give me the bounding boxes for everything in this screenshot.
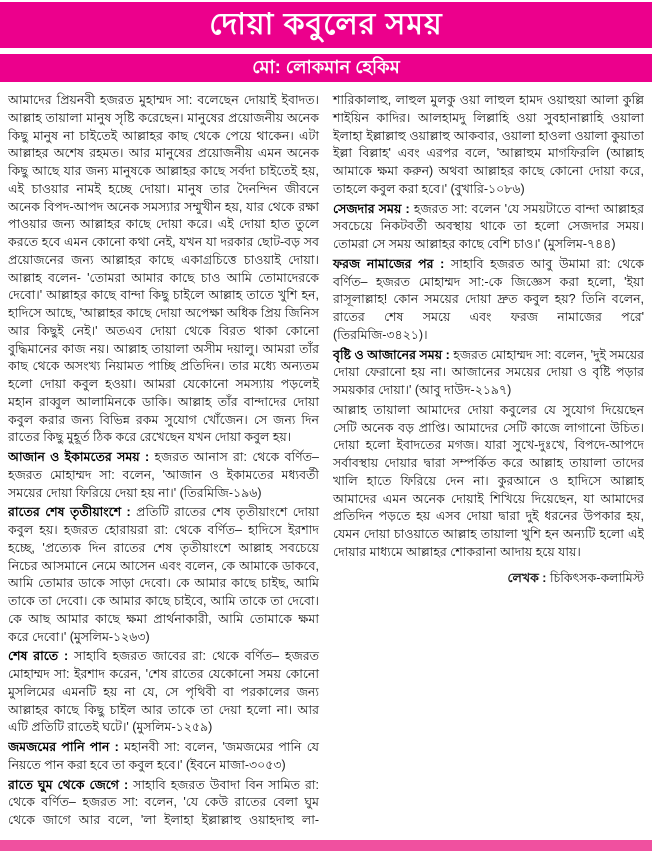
section-body: সাহাবি হজরত উবাদা বিন সামিত রা: থেকে বর্ণিত– হজরত সা: বলেন, 'যে কেউ রাতের বেলা ঘুম থেকে জাগে আর বলে, 'লা ইলাহা ইল্লাল্লাহু ওয়াহদাহু লা-শারিকালাহু, লাহুল মুলকু ওয়া লাহুল হামদ ওয়াহুয়া আলা কুল্লি শাইয়িন কাদির। আলহামদু লিল্লাহি ওয়া সুবহানাল্লাহি ওয়ালা ইলাহা ইল্লাল্লাহু ওয়াল্লাহু আকবার, ওয়ালা হাওলা ওয়ালা কুয়াতা ইল্লা বিল্লাহ' এবং এরপর বলে, 'আল্লাহুম মাগফিরলি (আল্লাহ আমাকে ক্ষমা করুন) অথবা আল্লাহর কাছে কোনো দোয়া করে, তাহলে কবুল করা হবে।' (বুখারি-১০৮৬) <box>8 93 644 827</box>
byline-value: চিকিৎসক-কলামিস্ট <box>549 570 644 585</box>
section-heading: শেষ রাতে : <box>8 649 69 664</box>
intro-text: আমাদের প্রিয়নবী হজরত মুহাম্মদ সা: বলেছেন দোয়াই ইবাদত। আল্লাহ তায়ালা মানুষ সৃষ্টি করেছেন। মানুষের প্রয়োজনীয় অনেক কিছু মানুষ না চাইতেই আল্লাহর কাছ থেকে পেয়ে থাকেন। এটা আল্লাহর অশেষ রহমত। আর মানুষের প্রয়োজনীয় এমন অনেক কিছু আছে যার জন্য মানুষকে আল্লাহর কাছে সর্বদা চাইতেই হয়, এই চাওয়ার নামই হচ্ছে দোয়া। মানুষ তার দৈনন্দিন জীবনে অনেক বিপদ-আপদ অনেক সমস্যার সম্মুখীন হয়, যার থেকে রক্ষা পাওয়ার জন্য আল্লাহর কাছে দোয়া করে। এই দোয়া হাত তুলে করতে হবে এমন কোনো কথা নেই, যখন যা দরকার ছোট-বড় সব প্রয়োজনের জন্য আল্লাহর কাছে একাগ্রচিত্তে চাওয়াই দোয়া। আল্লাহ বলেন- 'তোমরা আমার কাছে চাও আমি তোমাদেরকে দেবো।' আল্লাহর কাছে বান্দা কিছু চাইলে আল্লাহ তাতে খুশি হন, হাদিসে আছে, 'আল্লাহর কাছে দোয়া অপেক্ষা অধিক প্রিয় জিনিস আর কিছুই নেই।' অতএব দোয়া থেকে বিরত থাকা কোনো বুদ্ধিমানের কাজ নয়। আল্লাহ তায়ালা অসীম দয়ালু। আমরা তাঁর কাছ থেকে অসংখ্য নিয়ামত পাচ্ছি প্রতিদিন। তার মধ্যে অন্যতম হলো দোয়া কবুল হওয়া। আমরা যেকোনো সমস্যায় পড়লেই মহান রাব্বুল আলামিনকে ডাকি। আল্লাহ তাঁর বান্দাদের দোয়া কবুল করার জন্য বিভিন্ন রকম সুযোগ খোঁজেন। সে জন্য দিন রাতের কিছু মুহূর্ত ঠিক করে রেখেছেন যখন দোয়া কবুল হয়। <box>8 93 319 445</box>
byline <box>333 570 644 588</box>
page-title: দোয়া কবুলের সময় <box>209 7 443 41</box>
section-body: হজরত মোহাম্মদ সা: বলেন, 'দুই সময়ের দোয়া ফেরানো হয় না। আজানের সময়ের দোয়া ও বৃষ্টি পড়ার সময়কার দোয়া।' (আবু দাউদ-২১৯৭) <box>333 347 644 397</box>
section-paragraph <box>333 347 644 400</box>
section-body: সাহাবি হজরত আবু উমামা রা: থেকে বর্ণিত– হজরত মোহাম্মদ সা:-কে জিজ্ঞেস করা হলো, 'ইয়া রাসূলাল্লাহ! কোন সময়ের দোয়া দ্রুত কবুল হয়? তিনি বলেন, রাতের শেষ সময়ে এবং ফরজ নামাজের পরে' (তিরমিজি-৩৪২১)। <box>333 256 644 342</box>
intro-paragraph <box>8 92 319 447</box>
section-heading: সেজদার সময় : <box>333 201 410 216</box>
section-paragraph <box>333 256 644 345</box>
section-paragraph <box>8 648 319 737</box>
section-body: হজরত আনাস রা: থেকে বর্ণিত– হজরত মোহাম্মদ সা: বলেন, 'আজান ও ইকামতের মধ্যবর্তী সময়ের দোয়া ফিরিয়ে দেয়া হয় না।' (তিরমিজি-১৯৬) <box>8 450 319 500</box>
section-paragraph <box>8 504 319 646</box>
section-body: মহানবী সা: বলেন, 'জমজমের পানি যে নিয়তে পান করা হবে তা কবুল হবে।' (ইবনে মাজা-৩০৫৩) <box>8 740 319 772</box>
section-heading: ফরজ নামাজের পর : <box>333 256 445 271</box>
closing-paragraph <box>333 402 644 562</box>
title-banner <box>0 2 652 48</box>
author-name: মো: লোকমান হেকিম <box>252 56 400 77</box>
section-paragraph <box>8 739 319 775</box>
section-paragraph <box>333 201 644 254</box>
section-body: হজরত সা: বলেন 'যে সময়টাতে বান্দা আল্লাহর সবচেয়ে নিকটবর্তী অবস্থায় থাকে তা হলো সেজদার সময়। তোমরা সে সময় আল্লাহর কাছে বেশি চাও।' (মুসলিম-৭৪৪) <box>333 201 644 251</box>
article-body <box>8 92 644 830</box>
article-page <box>0 2 652 830</box>
section-heading: রাতে ঘুম থেকে জেগে : <box>8 777 129 792</box>
section-heading: বৃষ্টি ও আজানের সময় : <box>333 347 450 362</box>
closing-text: আল্লাহ তায়ালা আমাদের দোয়া কবুলের যে সুযোগ দিয়েছেন সেটি অনেক বড় প্রাপ্তি। আমাদের সেটি কাজে লাগানো উচিত। দোয়া হলো ইবাদতের মগজ। যারা সুখে-দুঃখে, বিপদে-আপদে সর্বাবস্থায় দোয়ার দ্বারা সম্পর্কিত করে আল্লাহ তায়ালা তাদের খালি হাতে ফিরিয়ে দেন না। কুরআনে ও হাদিসে আল্লাহ আমাদের এমন অনেক দোয়াই শিখিয়ে দিয়েছেন, যা আমাদের প্রতিদিন পড়তে হয় এসব দোয়া দ্বারা দুই ধরনের উপকার হয়, যেমন দোয়া চাওয়াতে আল্লাহ তায়ালা খুশি হন অন্যটি হলো এই দোয়ার মাধ্যমে আল্লাহর শোকরানা আদায় হয়ে যায়। <box>333 402 644 559</box>
section-heading: আজান ও ইকামতের সময় : <box>8 450 150 464</box>
section-body: সাহাবি হজরত জাবের রা: থেকে বর্ণিত– হজরত মোহাম্মদ সা: ইরশাদ করেন, 'শেষ রাতের যেকোনো সময় কোনো মুসলিমের এমনটি হয় না যে, সে পৃথিবী বা পরকালের জন্য আল্লাহর কাছে কিছু চাইল আর তাকে তা দেয়া হলো না। আর এটি প্রতিটি রাতেই ঘটে।' (মুসলিম-১২৫৯) <box>8 649 320 735</box>
footer-bar <box>0 840 652 851</box>
section-heading: জমজমের পানি পান : <box>8 740 119 754</box>
section-paragraph <box>8 449 319 502</box>
section-heading: রাতের শেষ তৃতীয়াংশে : <box>8 505 131 520</box>
section-body: প্রতিটি রাতের শেষ তৃতীয়াংশে দোয়া কবুল হয়। হজরত হোরায়রা রা: থেকে বর্ণিত– হাদিসে ইরশাদ হচ্ছে, 'প্রত্যেক দিন রাতের শেষ তৃতীয়াংশে আল্লাহ সবচেয়ে নিচের আসমানে নেমে আসেন এবং বলেন, কে আমাকে ডাকবে, আমি তোমার ডাকে সাড়া দেবো। কে আমার কাছে চাইছ, আমি তাকে তা দেবো। কে আমার কাছে চাইবে, আমি তাকে তা দেবো। কে আছ আমার কাছে ক্ষমা প্রার্থনাকারী, আমি তোমাকে ক্ষমা করে দেবো।' (মুসলিম-১২৬৩) <box>8 505 320 644</box>
author-banner <box>0 54 652 82</box>
byline-label: লেখক : <box>507 570 547 585</box>
